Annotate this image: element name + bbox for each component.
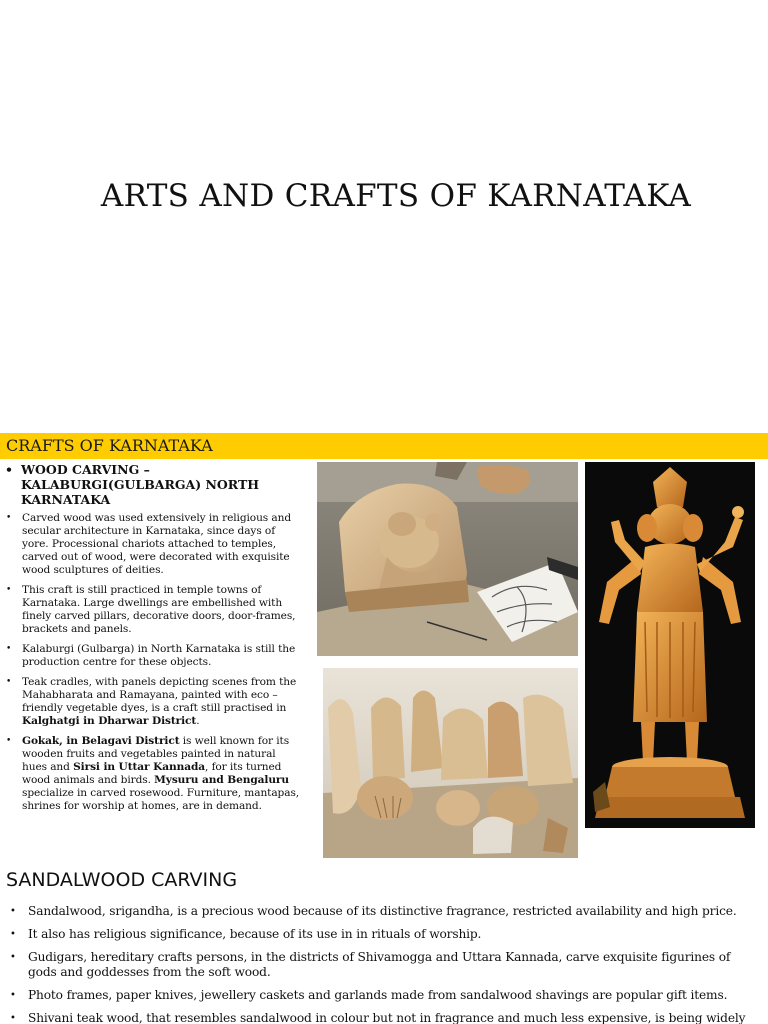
sandalwood-item-text: Shivani teak wood, that resembles sandalwood in colour but not in fragrance and much less expensive, is being widely [28,1011,746,1024]
bullet-icon: • [10,929,16,940]
bullet-icon: • [6,644,12,654]
sandalwood-item-text: It also has religious significance, because of its use in in rituals of worship. [28,927,482,941]
sandalwood-item-text: Gudigars, hereditary crafts persons, in the districts of Shivamogga and Uttara Kannada, carve exquisite figurines of gods and goddesses from the soft wood. [28,950,731,979]
emphasized-place-name: Gokak, in Belagavi District [22,735,180,747]
ganesha-carving-photo [317,462,578,656]
wood-carving-item [4,512,300,577]
sandalwood-item [8,950,753,980]
sandalwood-item [8,927,753,942]
bullet-icon: • [6,677,12,687]
wood-carving-item-text [22,676,300,728]
carved-figurines-photo [323,668,578,858]
wood-carving-item-text [22,584,300,636]
wood-carving-heading-text: WOOD CARVING – KALABURGI(GULBARGA) NORTH KARNATAKA [21,462,260,507]
item-text-run: is well known for its wooden fruits and vegetables painted in natural hues and [22,735,290,773]
wood-carving-column [4,462,300,820]
item-text-run: Teak cradles, with panels depicting scenes from the Mahabharata and Ramayana, painted with eco – friendly vegetable dyes, is a craft still practised in [22,676,297,714]
section-banner [0,433,768,459]
bullet-icon: • [6,736,12,746]
emphasized-place-name: Mysuru and Bengaluru [154,774,290,786]
wood-carving-item-text [22,643,300,669]
wood-carving-heading [4,462,300,507]
wood-carving-item [4,584,300,636]
bullet-icon: • [5,462,13,477]
bullet-icon: • [10,906,16,917]
bullet-icon: • [10,1013,16,1024]
sandalwood-item-text: Photo frames, paper knives, jewellery caskets and garlands made from sandalwood shavings are popular gift items. [28,988,728,1002]
bullet-icon: • [10,952,16,963]
item-text-run: specialize in carved rosewood. Furniture, mantapas, shrines for worship at homes, are in demand. [22,787,300,812]
title-slide [0,0,768,432]
emphasized-place-name: Kalghatgi in Dharwar District [22,715,197,727]
brahma-idol-photo [585,462,755,828]
item-text-run: . [196,715,200,727]
sandalwood-heading: SANDALWOOD CARVING [6,869,238,891]
item-text-run: This craft is still practiced in temple towns of Karnataka. Large dwellings are embellished with finely carved pillars, decorative doors, door-frames, brackets and panels. [22,584,296,635]
sandalwood-item [8,1011,753,1024]
crafts-slide [0,432,768,1024]
wood-carving-item-text [22,512,300,577]
item-text-run: Carved wood was used extensively in religious and secular architecture in Karnataka, since days of yore. Processional chariots attached to temples, carved out of wood, were decorated with exquisite wood sculptures of deities. [22,512,292,576]
sandalwood-item [8,988,753,1003]
emphasized-place-name: Sirsi in Uttar Kannada [73,761,206,773]
wood-carving-item-text [22,735,300,813]
item-text-run: , for its turned wood animals and birds. [22,761,282,786]
section-banner-title: CRAFTS OF KARNATAKA [6,436,213,455]
bullet-icon: • [6,513,12,523]
bullet-icon: • [6,585,12,595]
wood-carving-item [4,676,300,728]
slide-title: ARTS AND CRAFTS OF KARNATAKA [100,178,692,214]
item-text-run: Kalaburgi (Gulbarga) in North Karnataka is still the production centre for these objects. [22,643,296,668]
sandalwood-item [8,904,753,919]
wood-carving-item [4,643,300,669]
sandalwood-list [8,904,753,1024]
wood-carving-list [4,512,300,813]
sandalwood-item-text: Sandalwood, srigandha, is a precious wood because of its distinctive fragrance, restricted availability and high price. [28,904,737,918]
bullet-icon: • [10,990,16,1001]
wood-carving-item [4,735,300,813]
